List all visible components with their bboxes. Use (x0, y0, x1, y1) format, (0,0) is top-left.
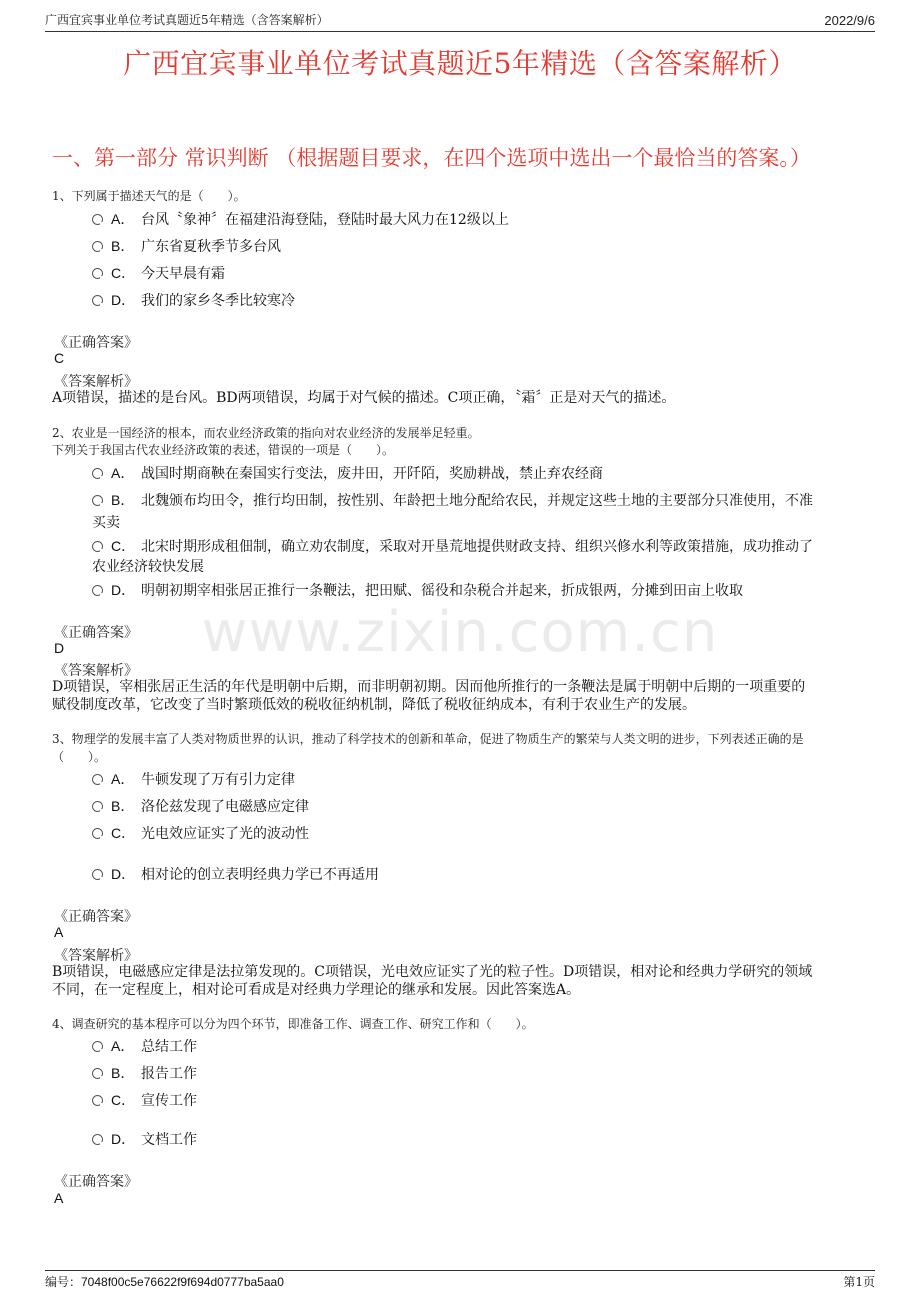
radio-icon[interactable] (92, 295, 103, 306)
question-2-option-d[interactable]: D． 明朝初期宰相张居正推行一条鞭法，把田赋、徭役和杂税合并起来，折成银两，分摊到田亩上收取 (92, 579, 882, 602)
radio-icon[interactable] (92, 1068, 103, 1079)
document-title: 广西宜宾事业单位考试真题近5年精选（含答案解析） (123, 47, 797, 80)
question-2-option-c-continued: 农业经济较快发展 (92, 559, 204, 575)
question-4-answer: A (54, 1190, 64, 1206)
header-doc-title: 广西宜宾事业单位考试真题近5年精选（含答案解析） (45, 13, 329, 27)
radio-icon[interactable] (92, 214, 103, 225)
analysis-label: 《答案解析》 (54, 663, 138, 679)
question-2-answer: D (54, 640, 65, 656)
radio-icon[interactable] (92, 241, 103, 252)
header-date: 2022/9/6 (824, 13, 875, 28)
answer-label: 《正确答案》 (54, 909, 138, 925)
radio-icon[interactable] (92, 495, 103, 506)
radio-icon[interactable] (92, 774, 103, 785)
question-3-stem-line1: 3、物理学的发展丰富了人类对物质世界的认识，推动了科学技术的创新和革命，促进了物质生产的繁荣与人类文明的进步，下列表述正确的是 (52, 732, 804, 746)
radio-icon[interactable] (92, 1041, 103, 1052)
question-2-stem-line2: 下列关于我国古代农业经济政策的表述，错误的一项是（ ）。 (52, 443, 395, 457)
answer-label: 《正确答案》 (54, 335, 138, 351)
question-3-answer: A (54, 924, 64, 940)
question-2-option-a[interactable]: A． 战国时期商鞅在秦国实行变法，废井田，开阡陌，奖励耕战，禁止弃农经商 (92, 462, 882, 485)
question-3-option-b[interactable]: B． 洛伦兹发现了电磁感应定律 (92, 795, 882, 818)
question-1-option-c[interactable]: C． 今天早晨有霜 (92, 262, 882, 285)
question-1-option-d[interactable]: D． 我们的家乡冬季比较寒冷 (92, 289, 882, 312)
document-code: 编号：7048f00c5e76622f9f694d0777ba5aa0 (45, 1275, 284, 1289)
radio-icon[interactable] (92, 585, 103, 596)
radio-icon[interactable] (92, 1134, 103, 1145)
page-footer (45, 1270, 875, 1290)
question-4-option-b[interactable]: B． 报告工作 (92, 1062, 882, 1085)
question-3-option-d[interactable]: D． 相对论的创立表明经典力学已不再适用 (92, 863, 882, 886)
radio-icon[interactable] (92, 869, 103, 880)
radio-icon[interactable] (92, 468, 103, 479)
analysis-label: 《答案解析》 (54, 948, 138, 964)
page-header (45, 12, 875, 32)
question-3-option-c[interactable]: C． 光电效应证实了光的波动性 (92, 822, 882, 845)
radio-icon[interactable] (92, 268, 103, 279)
answer-label: 《正确答案》 (54, 625, 138, 641)
question-1-analysis: A项错误，描述的是台风。BD两项错误，均属于对气候的描述。C项正确，〝霜〞正是对天气的描述。 (52, 390, 676, 406)
question-1-stem: 1、下列属于描述天气的是（ ）。 (52, 189, 246, 203)
question-1-option-b[interactable]: B． 广东省夏秋季节多台风 (92, 235, 882, 258)
radio-icon[interactable] (92, 801, 103, 812)
question-3-option-a[interactable]: A． 牛顿发现了万有引力定律 (92, 768, 882, 791)
question-3-stem-line2: （ ）。 (52, 750, 107, 764)
question-2-analysis-line1: D项错误，宰相张居正生活的年代是明朝中后期，而非明朝初期。因而他所推行的一条鞭法是属于明朝中后期的一项重要的 (52, 679, 806, 695)
page-number: 第1页 (843, 1275, 875, 1289)
question-4-stem: 4、调查研究的基本程序可以分为四个环节，即准备工作、调查工作、研究工作和（ ）。 (52, 1017, 534, 1031)
question-4-option-d[interactable]: D． 文档工作 (92, 1128, 882, 1151)
question-1-option-a[interactable]: A． 台风〝象神〞在福建沿海登陆，登陆时最大风力在12级以上 (92, 208, 882, 231)
question-2-option-b-continued: 买卖 (92, 515, 120, 531)
question-4-option-c[interactable]: C． 宣传工作 (92, 1089, 882, 1112)
analysis-label: 《答案解析》 (54, 374, 138, 390)
question-2-option-b[interactable]: B． 北魏颁布均田令，推行均田制，按性别、年龄把土地分配给农民，并规定这些土地的主要部分只准使用，不准 (92, 489, 882, 512)
answer-label: 《正确答案》 (54, 1174, 138, 1190)
section-heading: 一、第一部分 常识判断 （根据题目要求，在四个选项中选出一个最恰当的答案。） (52, 146, 811, 170)
watermark: www.zixin.com.cn (201, 600, 719, 665)
question-3-analysis-line2: 不同，在一定程度上，相对论可看成是对经典力学理论的继承和发展。因此答案选A。 (52, 982, 581, 998)
radio-icon[interactable] (92, 1095, 103, 1106)
radio-icon[interactable] (92, 541, 103, 552)
radio-icon[interactable] (92, 828, 103, 839)
question-2-analysis-line2: 赋役制度改革，它改变了当时繁琐低效的税收征纳机制，降低了税收征纳成本，有利于农业生产的发展。 (52, 697, 696, 713)
question-2-stem-line1: 2、农业是一国经济的根本，而农业经济政策的指向对农业经济的发展举足轻重。 (52, 426, 480, 440)
question-2-option-c[interactable]: C． 北宋时期形成租佃制，确立劝农制度，采取对开垦荒地提供财政支持、组织兴修水利等政策措施，成功推动了 (92, 535, 882, 558)
question-3-analysis-line1: B项错误，电磁感应定律是法拉第发现的。C项错误，光电效应证实了光的粒子性。D项错误，相对论和经典力学研究的领域 (52, 964, 813, 980)
question-1-answer: C (54, 350, 65, 366)
question-4-option-a[interactable]: A． 总结工作 (92, 1035, 882, 1058)
